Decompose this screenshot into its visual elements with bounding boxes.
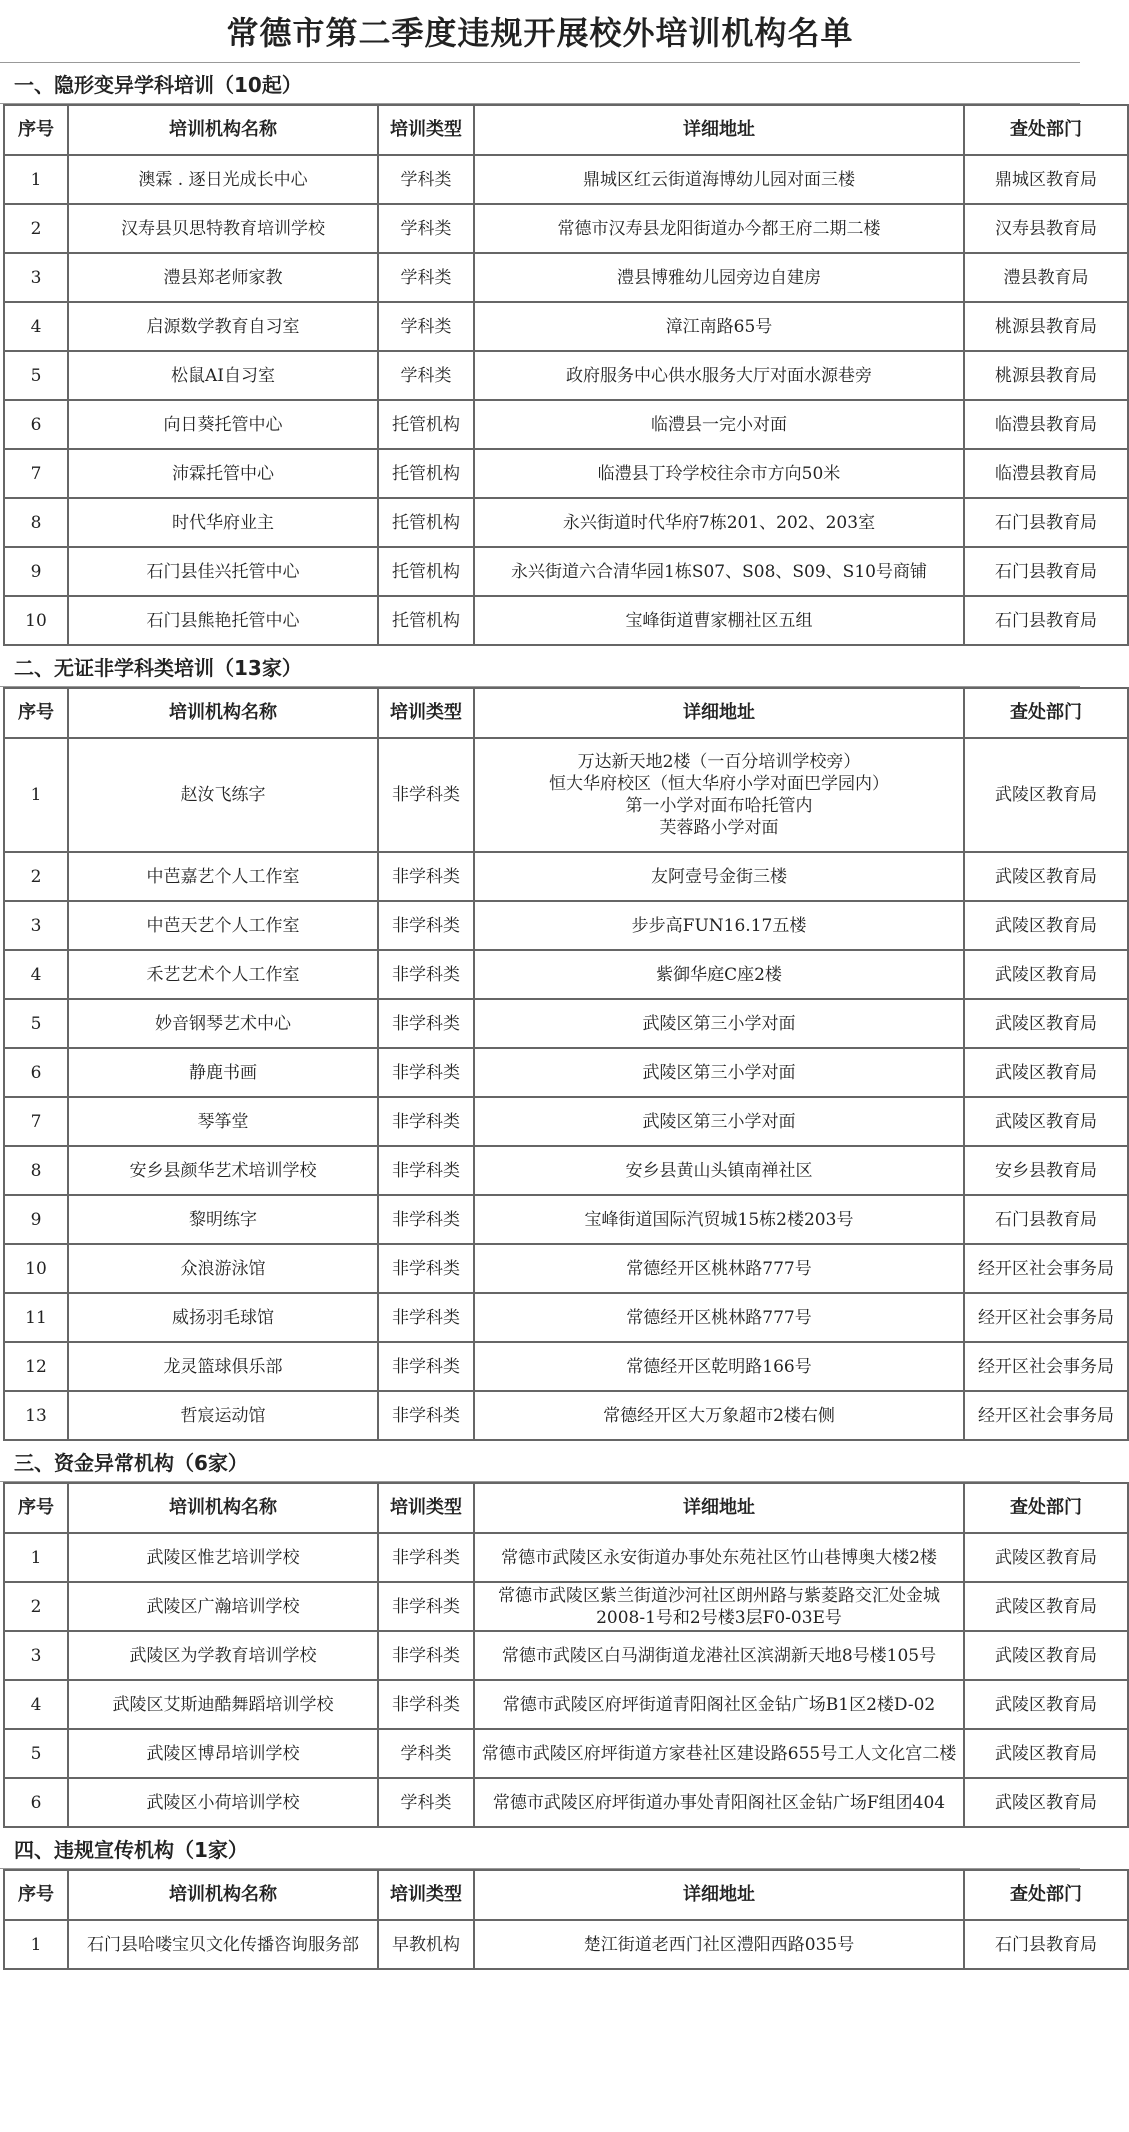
cell-department: 武陵区教育局 (964, 1778, 1128, 1827)
cell-institution-name: 静鹿书画 (68, 1048, 378, 1097)
cell-institution-name: 龙灵篮球俱乐部 (68, 1342, 378, 1391)
table-row (4, 738, 1128, 852)
cell-institution-name: 武陵区博昂培训学校 (68, 1729, 378, 1778)
cell-department: 武陵区教育局 (964, 1582, 1128, 1631)
cell-department: 武陵区教育局 (964, 1533, 1128, 1582)
cell-address: 常德经开区桃林路777号 (474, 1293, 964, 1342)
cell-department: 武陵区教育局 (964, 738, 1128, 852)
cell-training-type: 非学科类 (378, 738, 474, 852)
cell-no: 8 (4, 498, 68, 547)
cell-training-type: 非学科类 (378, 1582, 474, 1631)
cell-no: 5 (4, 351, 68, 400)
cell-address: 楚江街道老西门社区澧阳西路035号 (474, 1920, 964, 1969)
cell-department: 汉寿县教育局 (964, 204, 1128, 253)
cell-institution-name: 石门县哈喽宝贝文化传播咨询服务部 (68, 1920, 378, 1969)
table-row (4, 1244, 1128, 1293)
cell-training-type: 非学科类 (378, 1244, 474, 1293)
cell-training-type: 非学科类 (378, 901, 474, 950)
cell-no: 2 (4, 852, 68, 901)
header-name: 培训机构名称 (68, 1870, 378, 1920)
cell-training-type: 非学科类 (378, 1342, 474, 1391)
cell-department: 石门县教育局 (964, 1195, 1128, 1244)
cell-address: 常德经开区大万象超市2楼右侧 (474, 1391, 964, 1440)
table-row (4, 1631, 1128, 1680)
cell-department: 石门县教育局 (964, 1920, 1128, 1969)
cell-department: 武陵区教育局 (964, 950, 1128, 999)
cell-no: 9 (4, 1195, 68, 1244)
cell-department: 武陵区教育局 (964, 1631, 1128, 1680)
cell-institution-name: 汉寿县贝思特教育培训学校 (68, 204, 378, 253)
cell-department: 武陵区教育局 (964, 852, 1128, 901)
cell-department: 安乡县教育局 (964, 1146, 1128, 1195)
cell-address: 武陵区第三小学对面 (474, 1097, 964, 1146)
header-dept: 查处部门 (964, 1483, 1128, 1533)
header-dept: 查处部门 (964, 1870, 1128, 1920)
table-row (4, 999, 1128, 1048)
cell-training-type: 非学科类 (378, 950, 474, 999)
table-header-row (4, 1870, 1128, 1920)
cell-training-type: 学科类 (378, 204, 474, 253)
cell-training-type: 托管机构 (378, 449, 474, 498)
cell-training-type: 非学科类 (378, 999, 474, 1048)
table-row (4, 1146, 1128, 1195)
cell-training-type: 学科类 (378, 302, 474, 351)
table-header-row (4, 688, 1128, 738)
cell-institution-name: 启源数学教育自习室 (68, 302, 378, 351)
cell-no: 1 (4, 1920, 68, 1969)
cell-training-type: 托管机构 (378, 596, 474, 645)
cell-institution-name: 哲宸运动馆 (68, 1391, 378, 1440)
cell-address: 澧县博雅幼儿园旁边自建房 (474, 253, 964, 302)
cell-department: 武陵区教育局 (964, 1097, 1128, 1146)
cell-institution-name: 沛霖托管中心 (68, 449, 378, 498)
section-heading: 三、资金异常机构（6家） (0, 1441, 1080, 1482)
cell-address: 永兴街道六合清华园1栋S07、S08、S09、S10号商铺 (474, 547, 964, 596)
cell-institution-name: 禾艺艺术个人工作室 (68, 950, 378, 999)
cell-training-type: 托管机构 (378, 400, 474, 449)
cell-training-type: 托管机构 (378, 547, 474, 596)
section-table (3, 1482, 1129, 1828)
header-type: 培训类型 (378, 1870, 474, 1920)
table-row (4, 950, 1128, 999)
cell-training-type: 托管机构 (378, 498, 474, 547)
section-heading: 一、隐形变异学科培训（10起） (0, 63, 1080, 104)
table-row (4, 1582, 1128, 1631)
cell-no: 5 (4, 999, 68, 1048)
cell-institution-name: 威扬羽毛球馆 (68, 1293, 378, 1342)
header-type: 培训类型 (378, 688, 474, 738)
table-row (4, 1342, 1128, 1391)
cell-no: 3 (4, 1631, 68, 1680)
table-row (4, 1533, 1128, 1582)
cell-no: 13 (4, 1391, 68, 1440)
cell-training-type: 非学科类 (378, 1293, 474, 1342)
table-row (4, 1778, 1128, 1827)
cell-department: 武陵区教育局 (964, 1729, 1128, 1778)
cell-department: 武陵区教育局 (964, 901, 1128, 950)
cell-no: 2 (4, 1582, 68, 1631)
cell-institution-name: 武陵区小荷培训学校 (68, 1778, 378, 1827)
cell-institution-name: 武陵区艾斯迪酷舞蹈培训学校 (68, 1680, 378, 1729)
cell-institution-name: 黎明练字 (68, 1195, 378, 1244)
cell-address: 常德市武陵区白马湖街道龙港社区滨湖新天地8号楼105号 (474, 1631, 964, 1680)
table-row (4, 498, 1128, 547)
address-line: 万达新天地2楼（一百分培训学校旁） (577, 752, 861, 772)
table-row (4, 1729, 1128, 1778)
cell-department: 石门县教育局 (964, 498, 1128, 547)
cell-department: 鼎城区教育局 (964, 155, 1128, 204)
cell-department: 石门县教育局 (964, 547, 1128, 596)
cell-address (474, 738, 964, 852)
table-header-row (4, 1483, 1128, 1533)
header-address: 详细地址 (474, 688, 964, 738)
table-row (4, 155, 1128, 204)
cell-address: 临澧县一完小对面 (474, 400, 964, 449)
cell-training-type: 非学科类 (378, 1048, 474, 1097)
table-row (4, 1097, 1128, 1146)
cell-training-type: 早教机构 (378, 1920, 474, 1969)
cell-no: 5 (4, 1729, 68, 1778)
cell-institution-name: 向日葵托管中心 (68, 400, 378, 449)
cell-address: 步步高FUN16.17五楼 (474, 901, 964, 950)
cell-no: 10 (4, 596, 68, 645)
cell-address: 临澧县丁玲学校往佘市方向50米 (474, 449, 964, 498)
cell-address: 常德经开区桃林路777号 (474, 1244, 964, 1293)
cell-no: 7 (4, 449, 68, 498)
header-name: 培训机构名称 (68, 105, 378, 155)
cell-institution-name: 琴筝堂 (68, 1097, 378, 1146)
cell-institution-name: 妙音钢琴艺术中心 (68, 999, 378, 1048)
cell-department: 经开区社会事务局 (964, 1391, 1128, 1440)
header-no: 序号 (4, 688, 68, 738)
cell-address: 紫御华庭C座2楼 (474, 950, 964, 999)
cell-department: 桃源县教育局 (964, 302, 1128, 351)
header-no: 序号 (4, 105, 68, 155)
cell-address: 常德经开区乾明路166号 (474, 1342, 964, 1391)
cell-department: 临澧县教育局 (964, 449, 1128, 498)
cell-department: 经开区社会事务局 (964, 1244, 1128, 1293)
cell-no: 4 (4, 302, 68, 351)
cell-address: 常德市武陵区紫兰街道沙河社区朗州路与紫菱路交汇处金城2008-1号和2号楼3层F0-03E号 (474, 1582, 964, 1631)
cell-address: 武陵区第三小学对面 (474, 1048, 964, 1097)
cell-no: 6 (4, 1778, 68, 1827)
cell-address: 常德市武陵区府坪街道办事处青阳阁社区金钻广场F组团404 (474, 1778, 964, 1827)
section-heading: 二、无证非学科类培训（13家） (0, 646, 1080, 687)
cell-address: 宝峰街道国际汽贸城15栋2楼203号 (474, 1195, 964, 1244)
table-header-row (4, 105, 1128, 155)
cell-address: 常德市汉寿县龙阳街道办今都王府二期二楼 (474, 204, 964, 253)
header-address: 详细地址 (474, 1483, 964, 1533)
cell-institution-name: 石门县佳兴托管中心 (68, 547, 378, 596)
cell-institution-name: 时代华府业主 (68, 498, 378, 547)
cell-institution-name: 石门县熊艳托管中心 (68, 596, 378, 645)
header-no: 序号 (4, 1870, 68, 1920)
cell-address: 漳江南路65号 (474, 302, 964, 351)
cell-address: 鼎城区红云街道海博幼儿园对面三楼 (474, 155, 964, 204)
address-line: 恒大华府校区（恒大华府小学对面巴学园内） (549, 774, 889, 794)
header-address: 详细地址 (474, 1870, 964, 1920)
table-row (4, 1680, 1128, 1729)
cell-training-type: 非学科类 (378, 1391, 474, 1440)
section-table (3, 1869, 1129, 1970)
cell-no: 10 (4, 1244, 68, 1293)
table-row (4, 400, 1128, 449)
cell-address: 常德市武陵区府坪街道方家巷社区建设路655号工人文化宫二楼 (474, 1729, 964, 1778)
table-row (4, 852, 1128, 901)
table-row (4, 1195, 1128, 1244)
address-line: 芙蓉路小学对面 (659, 818, 779, 838)
cell-no: 8 (4, 1146, 68, 1195)
cell-no: 1 (4, 1533, 68, 1582)
cell-training-type: 非学科类 (378, 1631, 474, 1680)
cell-training-type: 非学科类 (378, 1195, 474, 1244)
table-row (4, 351, 1128, 400)
cell-no: 11 (4, 1293, 68, 1342)
table-row (4, 1293, 1128, 1342)
cell-no: 2 (4, 204, 68, 253)
cell-no: 4 (4, 950, 68, 999)
cell-no: 7 (4, 1097, 68, 1146)
cell-address: 武陵区第三小学对面 (474, 999, 964, 1048)
cell-address: 永兴街道时代华府7栋201、202、203室 (474, 498, 964, 547)
cell-training-type: 学科类 (378, 1778, 474, 1827)
header-type: 培训类型 (378, 105, 474, 155)
cell-institution-name: 安乡县颜华艺术培训学校 (68, 1146, 378, 1195)
table-row (4, 1391, 1128, 1440)
table-row (4, 449, 1128, 498)
cell-institution-name: 澳霖 . 逐日光成长中心 (68, 155, 378, 204)
cell-training-type: 非学科类 (378, 852, 474, 901)
cell-department: 武陵区教育局 (964, 999, 1128, 1048)
cell-no: 1 (4, 155, 68, 204)
cell-training-type: 非学科类 (378, 1146, 474, 1195)
cell-no: 6 (4, 1048, 68, 1097)
cell-training-type: 非学科类 (378, 1680, 474, 1729)
table-row (4, 1048, 1128, 1097)
cell-address: 常德市武陵区永安街道办事处东苑社区竹山巷博奥大楼2楼 (474, 1533, 964, 1582)
cell-address: 安乡县黄山头镇南禅社区 (474, 1146, 964, 1195)
cell-address: 常德市武陵区府坪街道青阳阁社区金钻广场B1区2楼D-02 (474, 1680, 964, 1729)
cell-institution-name: 澧县郑老师家教 (68, 253, 378, 302)
cell-no: 3 (4, 253, 68, 302)
table-row (4, 547, 1128, 596)
table-row (4, 253, 1128, 302)
cell-department: 经开区社会事务局 (964, 1342, 1128, 1391)
table-row (4, 204, 1128, 253)
cell-department: 桃源县教育局 (964, 351, 1128, 400)
cell-training-type: 学科类 (378, 351, 474, 400)
cell-training-type: 学科类 (378, 1729, 474, 1778)
cell-address: 政府服务中心供水服务大厅对面水源巷旁 (474, 351, 964, 400)
cell-training-type: 非学科类 (378, 1097, 474, 1146)
header-name: 培训机构名称 (68, 1483, 378, 1533)
cell-department: 武陵区教育局 (964, 1048, 1128, 1097)
cell-department: 经开区社会事务局 (964, 1293, 1128, 1342)
cell-department: 武陵区教育局 (964, 1680, 1128, 1729)
section-table (3, 687, 1129, 1441)
header-dept: 查处部门 (964, 105, 1128, 155)
cell-no: 9 (4, 547, 68, 596)
cell-institution-name: 中芭嘉艺个人工作室 (68, 852, 378, 901)
cell-no: 4 (4, 1680, 68, 1729)
cell-institution-name: 众浪游泳馆 (68, 1244, 378, 1293)
section-heading: 四、违规宣传机构（1家） (0, 1828, 1080, 1869)
address-line: 第一小学对面布哈托管内 (625, 796, 813, 816)
page-title: 常德市第二季度违规开展校外培训机构名单 (0, 0, 1080, 63)
cell-department: 澧县教育局 (964, 253, 1128, 302)
cell-address: 友阿壹号金街三楼 (474, 852, 964, 901)
cell-no: 6 (4, 400, 68, 449)
cell-training-type: 学科类 (378, 253, 474, 302)
cell-training-type: 非学科类 (378, 1533, 474, 1582)
section-table (3, 104, 1129, 646)
cell-department: 石门县教育局 (964, 596, 1128, 645)
header-name: 培训机构名称 (68, 688, 378, 738)
cell-institution-name: 武陵区惟艺培训学校 (68, 1533, 378, 1582)
sections-container (0, 63, 1114, 1970)
table-row (4, 1920, 1128, 1969)
table-row (4, 596, 1128, 645)
cell-institution-name: 赵汝飞练字 (68, 738, 378, 852)
cell-no: 3 (4, 901, 68, 950)
cell-no: 12 (4, 1342, 68, 1391)
cell-no: 1 (4, 738, 68, 852)
table-row (4, 302, 1128, 351)
cell-institution-name: 松鼠AI自习室 (68, 351, 378, 400)
cell-institution-name: 中芭天艺个人工作室 (68, 901, 378, 950)
header-type: 培训类型 (378, 1483, 474, 1533)
header-no: 序号 (4, 1483, 68, 1533)
header-address: 详细地址 (474, 105, 964, 155)
table-row (4, 901, 1128, 950)
cell-institution-name: 武陵区为学教育培训学校 (68, 1631, 378, 1680)
header-dept: 查处部门 (964, 688, 1128, 738)
cell-institution-name: 武陵区广瀚培训学校 (68, 1582, 378, 1631)
cell-training-type: 学科类 (378, 155, 474, 204)
cell-address: 宝峰街道曹家棚社区五组 (474, 596, 964, 645)
cell-department: 临澧县教育局 (964, 400, 1128, 449)
